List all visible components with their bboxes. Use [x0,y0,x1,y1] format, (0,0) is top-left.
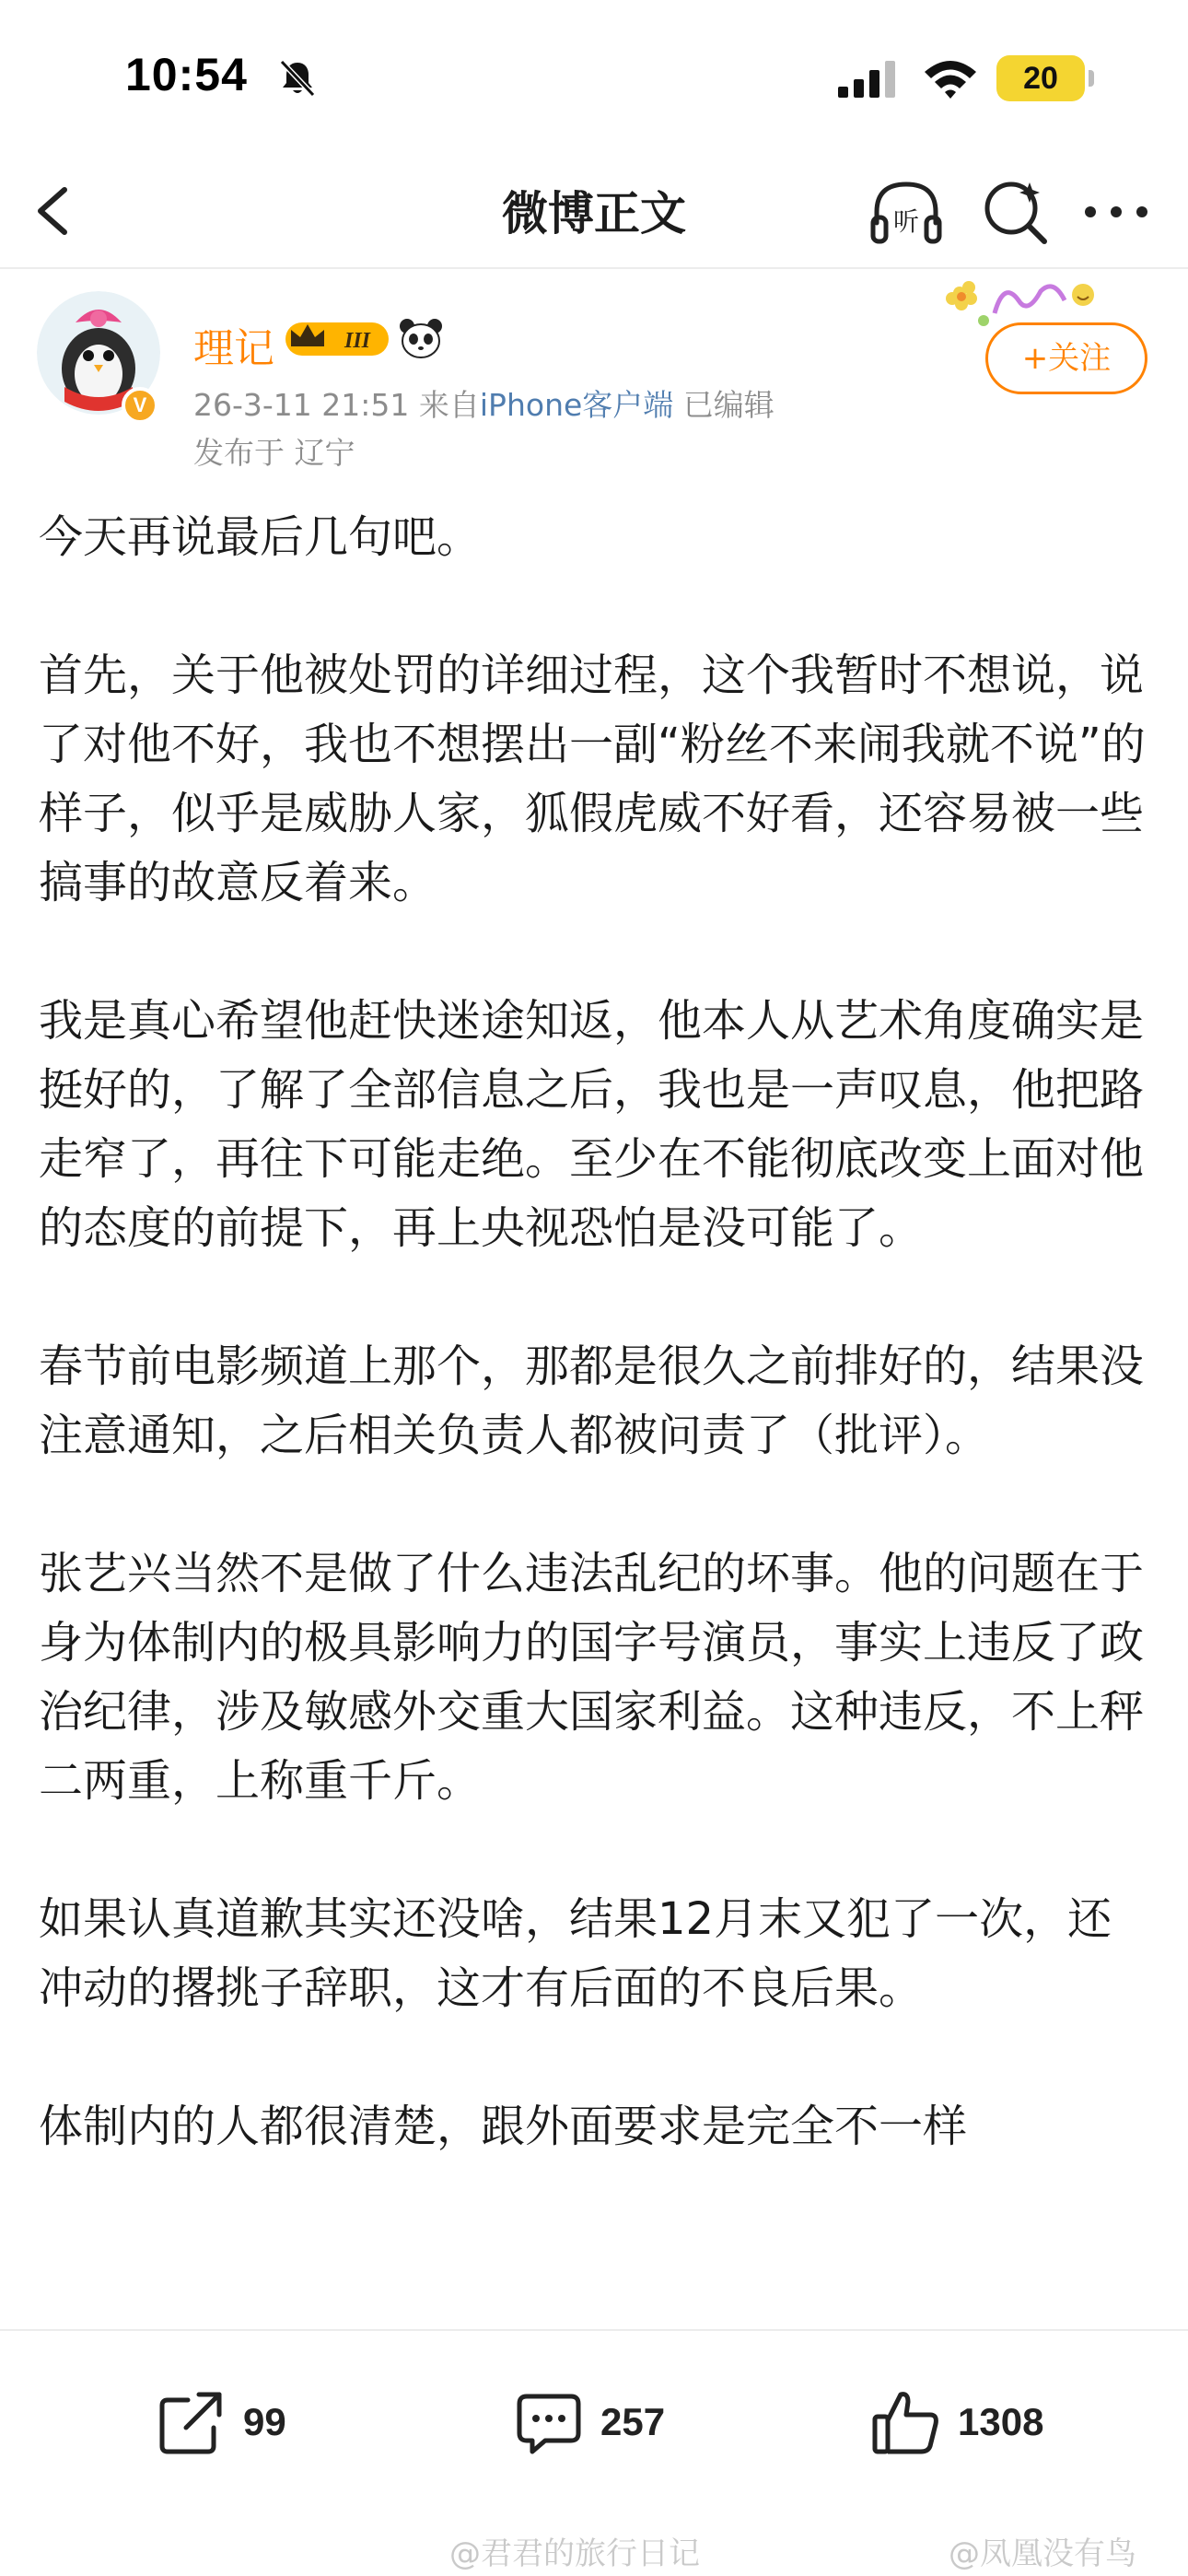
post-body [39,503,1153,2327]
repost-icon [155,2385,228,2459]
watermark-left: @君君的旅行日记 [449,2535,700,2572]
like-button[interactable] [869,2381,1043,2464]
battery-indicator: 20 [996,55,1085,101]
back-icon[interactable] [26,179,81,243]
post-source-link[interactable]: iPhone客户端 [479,387,674,423]
author-name[interactable]: 理记 [193,325,274,372]
post-paragraph: 张艺兴当然不是做了什么违法乱纪的坏事。他的问题在于身为体制内的极具影响力的国字号演员，事实上违反了政治纪律，涉及敏感外交重大国家利益。这种违反，不上秤二两重，上称重千斤。 [39,1548,1145,1807]
post-paragraph: 体制内的人都很清楚，跟外面要求是完全不一样 [39,2101,968,2152]
panda-icon [398,317,444,359]
watermark-right: @凤凰没有鸟 [949,2535,1136,2572]
verified-badge: V [122,387,158,424]
comment-button[interactable] [512,2381,665,2464]
search-icon[interactable] [980,177,1050,247]
post-paragraph: 今天再说最后几句吧。 [39,511,482,563]
cellular-signal-icon [838,61,899,98]
battery-cap [1089,70,1094,87]
like-count: 1308 [958,2400,1044,2443]
follow-button[interactable]: +关注 [985,322,1147,394]
status-bar [0,0,1188,157]
member-crown-badge[interactable] [284,317,390,361]
post-paragraph: 首先，关于他被处罚的详细过程，这个我暂时不想说，说了对他不好，我也不想摆出一副“粉丝不来闹我就不说”的样子，似乎是威胁人家，狐假虎威不好看，还容易被一些搞事的故意反着来。 [39,650,1146,908]
bottom-action-bar [0,2329,1188,2576]
edited-label[interactable]: 已编辑 [682,387,775,423]
more-options-icon[interactable] [1079,192,1153,232]
post-location: 发布于 辽宁 [193,435,355,471]
listen-headphones-icon[interactable] [868,175,945,252]
bell-off-icon [276,57,319,100]
wifi-icon [923,57,978,100]
source-prefix: 来自 [418,387,480,423]
repost-count: 99 [243,2400,286,2443]
comment-icon [512,2385,586,2459]
status-time: 10:54 [125,49,248,100]
nav-bar [0,157,1188,269]
member-level: III [344,329,371,353]
post-paragraph: 我是真心希望他赶快迷途知返，他本人从艺术角度确实是挺好的，了解了全部信息之后，我也是一声叹息，他把路走窄了，再往下可能走绝。至少在不能彻底改变上面对他的态度的前提下，再上央视恐怕是没可能了。 [39,995,1145,1254]
repost-button[interactable] [155,2381,286,2464]
page-title: 微博正文 [502,187,686,240]
listen-label: 听 [892,206,920,237]
post-meta [193,381,775,425]
post-paragraph: 春节前电影频道上那个，那都是很久之前排好的，结果没注意通知，之后相关负责人都被问责了（批评）。 [39,1341,1145,1461]
post-paragraph: 如果认真道歉其实还没啥，结果12月末又犯了一次，还冲动的撂挑子辞职，这才有后面的不良后果。 [39,1893,1112,2014]
comment-count: 257 [600,2400,666,2443]
post-date: 26-3-11 21:51 [193,387,410,423]
thumbs-up-icon [869,2385,943,2459]
